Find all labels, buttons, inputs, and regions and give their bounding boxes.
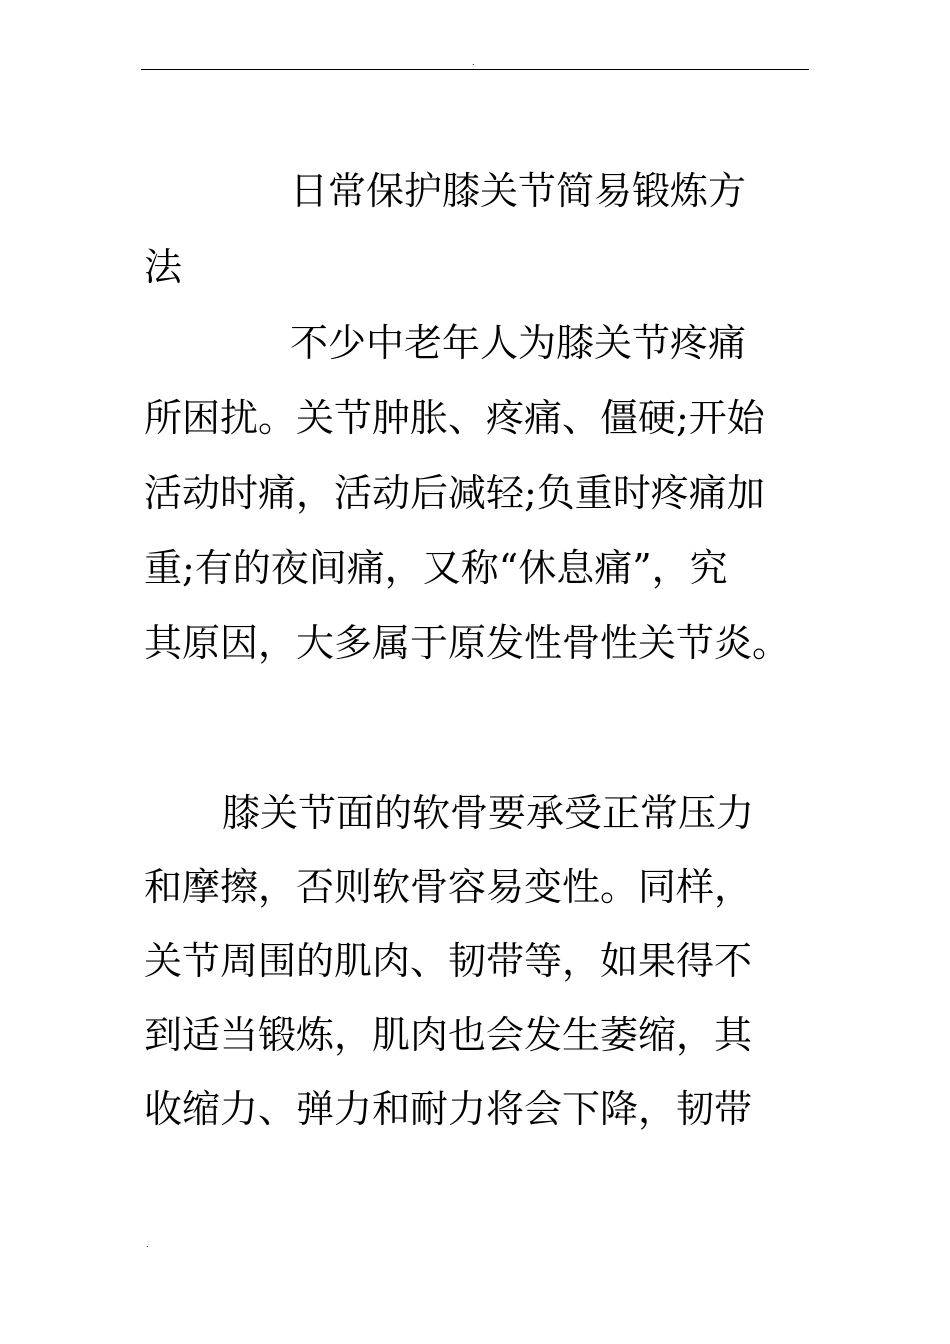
paragraph-2-line-2: 和摩擦，否则软骨容易变性。同样， — [144, 865, 753, 909]
paragraph-2-line-3: 关节周围的肌肉、韧带等，如果得不 — [144, 939, 753, 983]
header-divider — [141, 69, 809, 70]
paragraph-2-line-1: 膝关节面的软骨要承受正常压力 — [222, 791, 755, 835]
paragraph-1-line-5: 其原因，大多属于原发性骨性关节炎。 — [144, 621, 791, 665]
paragraph-2-line-5: 收缩力、弹力和耐力将会下降，韧带 — [144, 1087, 753, 1131]
document-title-line-1: 日常保护膝关节简易锻炼方 — [290, 169, 747, 213]
footer-mark: . — [146, 1240, 149, 1249]
paragraph-1-line-1: 不少中老年人为膝关节疼痛 — [290, 321, 747, 365]
paragraph-1-line-3: 活动时痛，活动后减轻;负重时疼痛加 — [144, 471, 765, 515]
document-title-line-2: 法 — [144, 245, 183, 289]
header-mark: . — [472, 58, 475, 67]
paragraph-1-line-4: 重;有的夜间痛，又称“休息痛”，究 — [144, 546, 728, 590]
paragraph-2-line-4: 到适当锻炼，肌肉也会发生萎缩，其 — [144, 1013, 753, 1057]
paragraph-1-line-2: 所困扰。关节肿胀、疼痛、僵硬;开始 — [144, 396, 765, 440]
